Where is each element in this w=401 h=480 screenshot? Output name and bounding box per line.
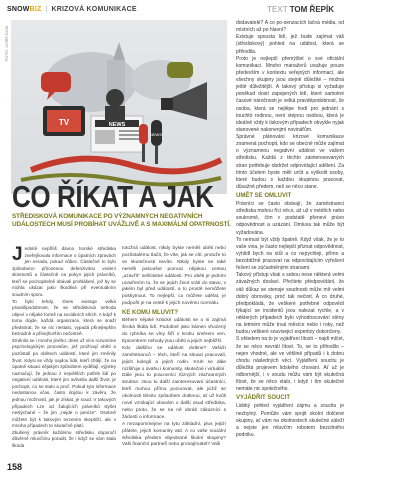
running-header [7,6,137,13]
tv-icon [43,106,85,136]
byline-author: TOM ŘEPÍK [289,5,334,14]
tv-label: TV [58,118,70,127]
text-column-2 [122,246,226,449]
paragraph [122,422,226,450]
paragraph-text: Existuje spousta lidí, jež bude zajímat váš (střediskový) pohled na událost, která se přihodila. [236,34,344,55]
paragraph [236,272,344,336]
paragraph [236,237,344,273]
paragraph-text: Proto je nejlepší přemýšlet o své oficiální komunikaci. Mnoho manažerů uvažuje pouze především v kontextu veřejných informací, ale všechny skupiny jsou stejně důležité – možná ještě důležitější. A takový přístup si vyžaduje poněkud dosti zapojených lidí, které samotné časové náročnosti je velká pravděpodobnost, že osoba, která se nejlépe hodí pro jednání s touchtó rodinou, není stejnou osobou, která je ideálně vždy k tiskovým případech obvykle nyjak stanovené nakonenjmí novinářům. [236,55,344,133]
paragraph-text: Změnilo se i mnoho jiného; dnes už více rozumíme psychologickým procesům, jež prožívají oběti a pozůstalí po obětech událostí, které jim změnily život. Kdysi se vždy najdou lidé, kteří chtějí, že na úpatně situaci nějakým způsobem vydělají, výjimky naznačují, že jednou z největších potřeb lidí po negativní události, které jim ovlivnila další život, je pochopit, co se stalo a proč. Pokud tyto informace nedostanou včas, často dojdou k závěru, že jednou možností, jak je získat, je soud. V takových případech Lze od žalujících právníků slyšet neslýchané – že jim „nejde o peníze". Osobně můžete být k takovým tvrzením skeptičtí, ale v mnoha případech to skutečně platí. [12,337,117,429]
paragraph [122,373,226,421]
paragraph [236,134,344,191]
paragraph-text: Lidský pohled vyjádření zájmu a soucitu je nezbytný. Pomůže vám spojit okolní dotčené skupiny, ať vám na okolnostech skutečné záleží a nejste jen mluvčím robotem bezcitného podniku. [236,403,344,438]
paragraph [122,318,226,346]
media-crisis-illustration [11,20,227,194]
text-column-1 [12,246,116,449]
paragraph-text: ednitě nepříliš dávno horské střediska zveřejňovala informace o úpatních zpravách jen nerada, pokud vůbec. Částečně to bylo způsobeno přirozenou defenzivitou vedení skiresortů a částečně na pokyn jejich právníků, kteří se pochopitelně obávali prohlášení, jež by se mohla ukázat jako škodlivá při eventuálním soudním sporu. [12,246,116,297]
newspaper-label: NEWS [108,122,126,128]
paragraph-text: totožná událost, nikdy byste neměli oběti nebo pozůstalému tlačit, že víte, jak se cítí, protože to ve skutečnosti nevíte. Nikdy byste se také neměli pokoušet pomoci nějakou cestou „uzavřít" nešťastné události. Pro oběti je jedním uzavřením to, že se jejich život vrátí do stavu, v jakém byl před událostí, a to prostě nemůžete poskytnout. To nejlepší, co můžete udělat, je podpořit je na cestě k jejich novému normálu. [122,246,226,307]
paragraph-text: Dále jsou tu pracovníci různých záchranných struktur. Jsou tu další zainteresovaní účastníci, kteří mohou přímo pozorovat, ale jichž se okolnosti těmito způsobem dotknou, ať už kvůli nové vznikající obavám o další osud střediska, nebo proto, že se na ně obrátí zákazníci s žádostí o informace. [122,373,226,420]
paragraph-text: Správné plánování krizové komunikace znamená pochopit, kdo se obecně může zajímat o významnou negativní událost ve vašem středisku. Každá z těchto zainteresovaných stran potřebuje obdržet odpovídající sdělení. Za tímto účelem byste měli určit a vyškolit osoby, které budou s každou skupinou pracovat, důsažně předem, než se něco stane. [236,134,344,190]
paragraph [122,246,226,308]
paragraph [236,20,344,34]
subheading: VYJÁDŘIT SOUCIT [236,395,291,402]
paragraph [236,403,344,439]
byline [124,5,334,14]
brand-biz: BIZ [29,6,42,13]
paragraph [236,34,344,55]
paragraph [12,338,116,430]
paragraph-text: Zkušený právník každému středisku doporučí důvěrně mluvčímu poradit, že i když se vám stala škoda [12,429,116,448]
paragraph-text: Takový přístup však s sebou nese některá velmi závažných doslaví. Přečtete předpovídání, že váš důkaz se stenoje soudnosti může mít velmi dobrý obrovsky, proč tak nečinit. A co druhé, předpokládá, že veškeré potřebné odpovědí týkající se incidentů jsou nalezat rychle, a v některých případech bylo vyhodnocování stěny na letmém může trval měsíce nebo i roky, než budou veškeré souvisejicí expertizy dokončeny. [236,272,344,336]
paragraph [122,346,226,374]
paragraph [12,246,116,299]
paragraph [12,430,116,450]
paragraph [236,201,344,237]
page-number: 158 [7,462,23,472]
paragraph-text: To bylo tehdy. Dnes existuje velká pravděpodobnost, že se středisková nehoda objeví v nějaké formě na sociálních sítích. A když k tomu dojde, každá organizace, která se snaží předstírat, že se nic nestalo, vypadá přinejlepším bezradně a přinejhorším nečestně. [12,298,116,337]
subheading: KE KOMU MLUVIT? [122,310,178,317]
section-title: KRIZOVÁ KOMUNIKACE [51,6,137,13]
article-title: CO ŘÍKAT A JAK [12,179,214,214]
paragraph-text: dodavatelé? A co po-senzacích lačná média, od místních až po hlavní? [236,20,344,34]
paragraph-text: A nezapomínejme na tytu základní, plus jejich přátele, jejich komunity atd. A co vaše sociální střediska předem objednané školní skupiny? Vaši finanční partneři nebo pronajímatel? Vaši [122,421,226,448]
drop-cap: J [12,244,23,265]
text-column-3 [236,20,344,439]
brand-snow: SNOW [7,6,30,13]
subheading: UMĚT SE OMLUVIT [236,193,292,199]
microphone-icon [139,120,162,164]
paragraph-text: Právníci se často obávají, že zaměstnanci střediska mohou říci něco, až už v médiích nebo soukromě, čím v podstatě přeneví právo odpovědnost a uzázání. Omluva tak může být vyžadována. [236,201,344,236]
header-separator: | [45,6,48,13]
mic-label: NEWS [150,132,162,137]
paragraph [236,336,344,393]
byline-label: TEXT [267,5,288,14]
paragraph-text: S ohledem na to je vyjádření lítosti – najdi mlčet, že se něco nevrátí lítost. To, se to přihodilo – nejen vhodné, ale ve většině případů i k dobru chodu následných věcí. Vyjádření soucitu je důležitá projevem lidského chování. Ať už je odbornější, i v soudu můžu vám být skutečná lítost, že se něco stalo, i když i tím skutečně nemáte nic společného. [236,336,344,393]
hero-illustration [11,20,227,194]
paragraph-text: Během nějaké kritické události se o ni zajímá široká škála lidí. Podobně jako kámen vhozený do rybníka se vlny šíří v kruhu směrem ven. Epicentrem nehody jsou oběti a jejich nejbližší. [122,318,226,344]
paragraph-text: To nemusí být vždy špatně. Když však, že je to vaše vina, je často nejlepší přiznat odpovědnost, vyhlídl bych na stůl a co nejrychleji, přímo a bezobtížně pracovat na odpovídajícím vyřešení řešení se zúčastněnými stranami. [236,236,344,272]
photo-credit: FOTO: 123RF.COM [4,26,9,62]
paragraph [12,299,116,338]
article-deck: STŘEDISKOVÁ KOMUNIKACE PO VÝZNAMNÝCH NEGATIVNÍCH UDÁLOSTECH MUSÍ PROBÍHAT UVÁŽLIVĚ A S MAXIMÁLNÍ OPATRNOSTÍ. [12,213,231,229]
paragraph-text: Kdo dalšího se událost dotkne? Vašich zaměstnanců – těch, kteří na situaci pracovali, jejich kolegů a jejich rodin. Kruh se dále rozšiřuje o úvahu i komunity, skutečné i virtuální. [122,345,226,372]
paragraph [236,56,344,134]
